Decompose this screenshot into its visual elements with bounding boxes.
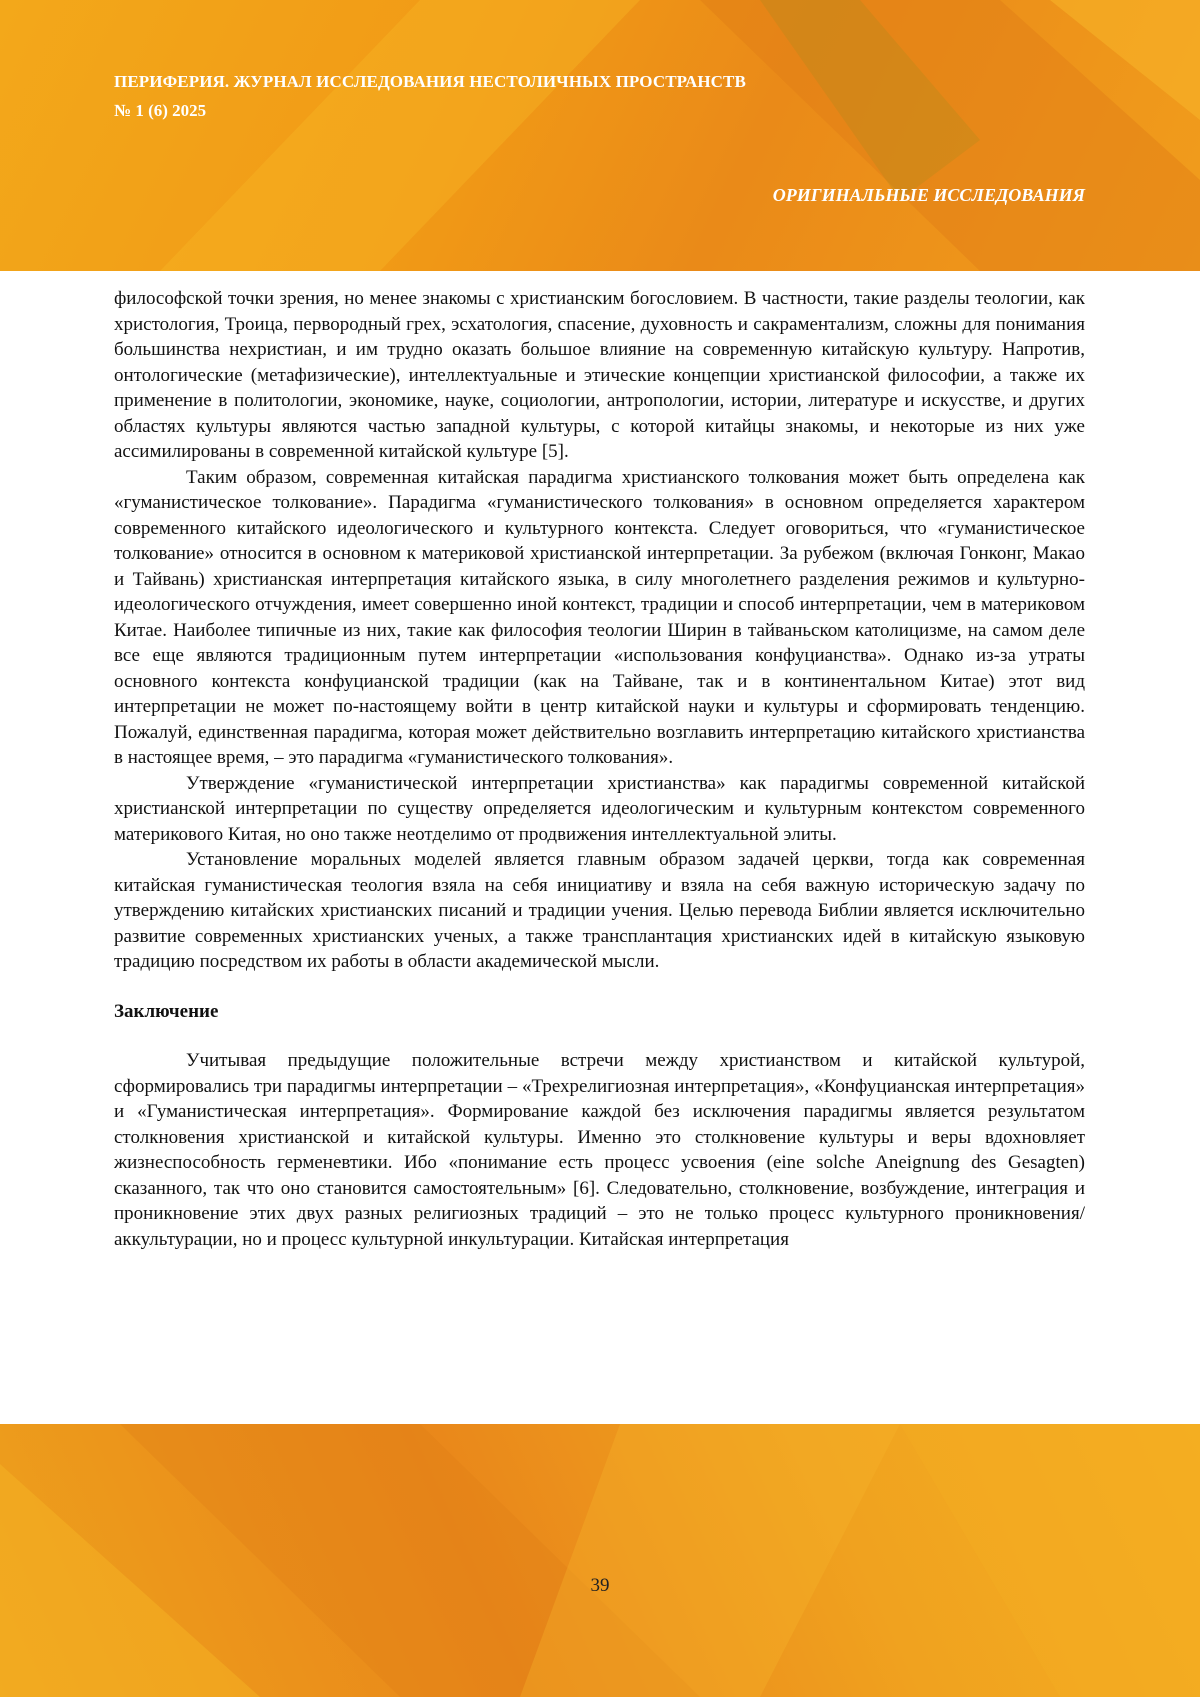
header-band — [0, 0, 1200, 271]
body-paragraph: Утверждение «гуманистической интерпретации христианства» как парадигмы современной китайской христианской интерпретации по существу определяется идеологическим и культурным контекстом современного материкового Китая, но оно также неотделимо от продвижения интеллектуальной элиты. — [114, 772, 1085, 845]
header-background-graphic — [0, 0, 1200, 271]
body-paragraph: Установление моральных моделей является главным образом задачей церкви, тогда как современная китайская гуманистическая теология взяла на себя инициативу и взяла на себя важную историческую задачу по утверждению китайских христианских писаний и традиции учения. Целью перевода Библии является исключительно развитие современных христианских ученых, а также трансплантация христианских идей в китайскую языковую традицию посредством их работы в области академической мысли. — [114, 849, 1085, 972]
body-paragraph: Учитывая предыдущие положительные встречи между христианством и китайской культурой, сформировались три парадигмы интерпретации – «Трехрелигиозная интерпретация», «Конфуцианская интерпретация» и «Гуманистическая интерпретация». Формирование каждой без исключения парадигмы является результатом столкновения христианской и китайской культуры. Именно это столкновение культуры и веры вдохновляет жизнеспособность герменевтики. Ибо «понимание есть процесс усвоения (eine solche Aneignung des Gesagten) сказанного, так что оно становится самостоятельным» [6]. Следовательно, столкновение, возбуждение, интеграция и проникновение этих двух разных религиозных традиций – это не только процесс культурного проникновения/аккультурации, но и процесс культурной инкультурации. Китайская интерпретация — [114, 1050, 1085, 1250]
footer-band — [0, 1424, 1200, 1697]
body-paragraph: философской точки зрения, но менее знакомы с христианским богословием. В частности, такие разделы теологии, как христология, Троица, первородный грех, эсхатология, спасение, духовность и сакраментализм, сложны для понимания большинства нехристиан, и им трудно оказать большое влияние на современную китайскую культуру. Напротив, онтологические (метафизические), интеллектуальные и этические концепции христианской философии, а также их применение в политологии, экономике, науке, социологии, антропологии, истории, литературе и искусстве, и других областях культуры являются частью западной культуры, с которой китайцы знакомы, и некоторые из них уже ассимилированы в современной китайской культуре [5]. — [114, 288, 1085, 462]
section-heading-conclusion: Заключение — [114, 1000, 219, 1022]
page-number: 39 — [590, 1575, 610, 1596]
journal-title: ПЕРИФЕРИЯ. ЖУРНАЛ ИССЛЕДОВАНИЯ НЕСТОЛИЧНЫХ ПРОСТРАНСТВ — [114, 72, 746, 91]
footer-background-graphic — [0, 1424, 1200, 1697]
body-paragraph: Таким образом, современная китайская парадигма христианского толкования может быть определена как «гуманистическое толкование». Парадигма «гуманистического толкования» в основном определяется характером современного китайского идеологического и культурного контекста. Следует оговориться, что «гуманистическое толкование» относится в основном к материковой христианской интерпретации. За рубежом (включая Гонконг, Макао и Тайвань) христианская интерпретация китайского языка, в силу многолетнего разделения режимов и культурно-идеологического отчуждения, имеет совершенно иной контекст, традиции и способ интерпретации, чем в материковом Китае. Наиболее типичные из них, такие как философия теологии Ширин в тайваньском католицизме, на самом деле все еще являются традиционным путем интерпретации «использования конфуцианства». Однако из-за утраты основного контекста конфуцианской традиции (как на Тайване, так и в континентальном Китае) этот вид интерпретации не может по-настоящему войти в центр китайской науки и культуры и сформировать тенденцию. Пожалуй, единственная парадигма, которая может действительно возглавить интерпретацию китайского христианства в настоящее время, – это парадигма «гуманистического толкования». — [114, 466, 1085, 768]
section-label: ОРИГИНАЛЬНЫЕ ИССЛЕДОВАНИЯ — [772, 185, 1085, 205]
journal-issue: № 1 (6) 2025 — [114, 101, 207, 120]
article-body — [114, 286, 1085, 1252]
